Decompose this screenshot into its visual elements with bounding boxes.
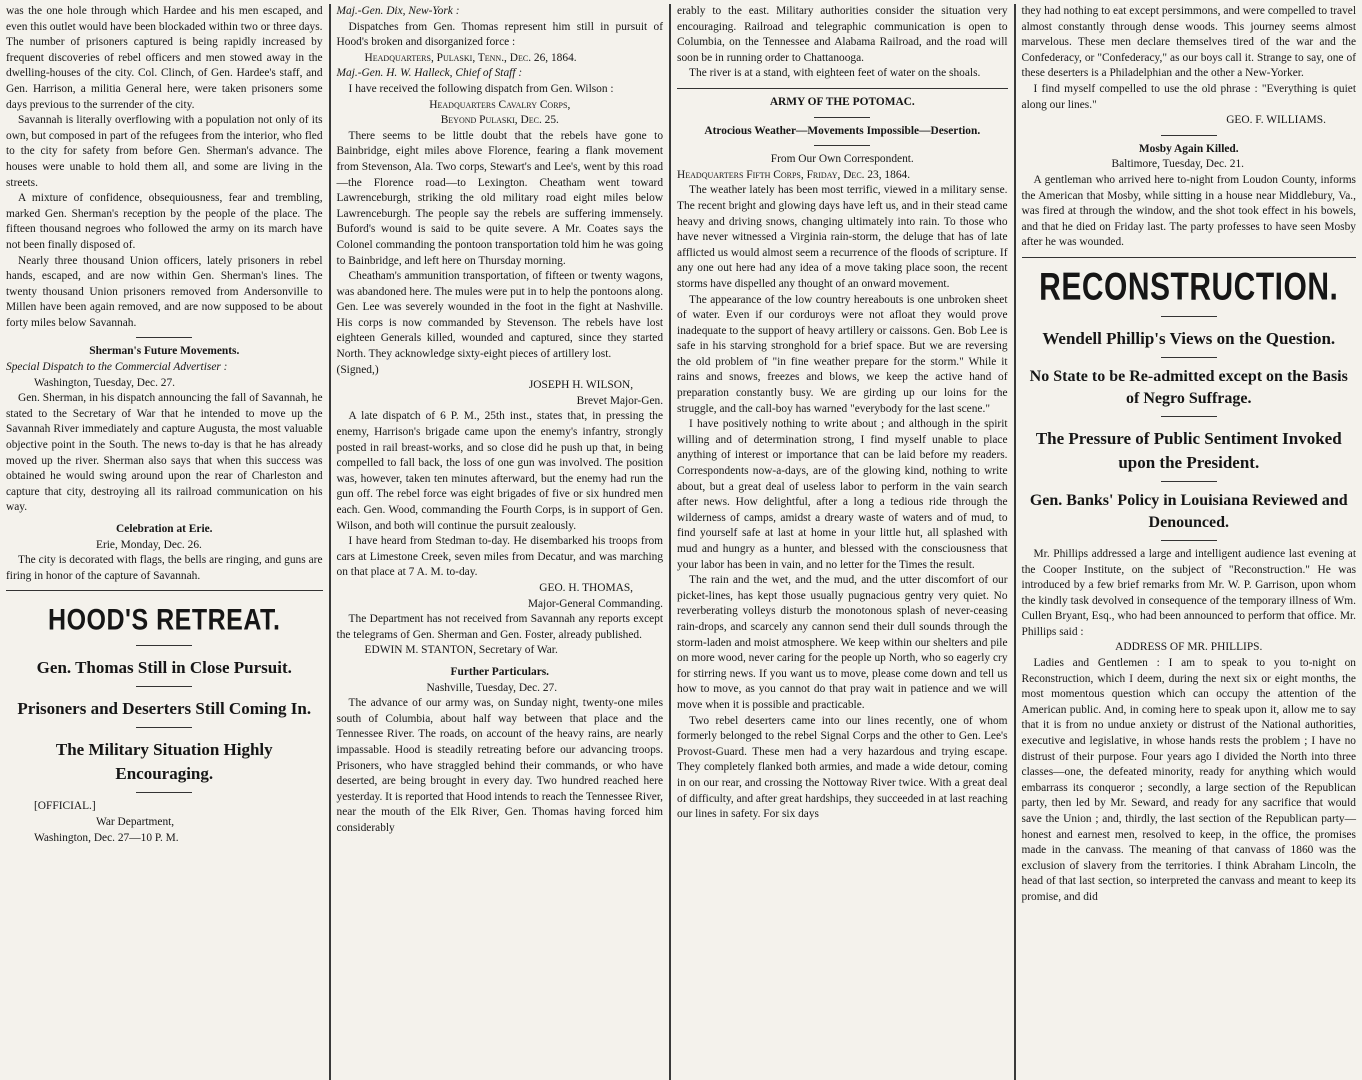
address-line: Maj.-Gen. Dix, New-York : bbox=[336, 5, 460, 17]
divider bbox=[814, 117, 870, 118]
paragraph: The river is at a stand, with eighteen feet of water on the shoals. bbox=[689, 67, 981, 80]
official-label: [OFFICIAL.] bbox=[34, 800, 96, 813]
column-2 bbox=[331, 4, 670, 1080]
divider bbox=[814, 145, 870, 146]
headquarters-line: Beyond Pulaski, Dec. 25. bbox=[440, 114, 559, 127]
headline-hoods-retreat: HOOD'S RETREAT. bbox=[48, 603, 281, 638]
war-department: War Department, bbox=[96, 815, 175, 828]
divider bbox=[677, 88, 1007, 89]
headline-army-potomac: ARMY OF THE POTOMAC. bbox=[769, 95, 915, 108]
paragraph: was the one hole through which Hardee and his men escaped, and even this outlet would have been blockaded within two or three days. The number of prisoners captured is being rapidly increased by frequent discoveries of rebel officers and men stowed away in the dwelling-houses of the city. Col. Clinch, of Gen. Hardee's staff, and Gen. Harrison, a militia General here, were taken prisoners some days previous to the surrender of the city. bbox=[6, 5, 323, 111]
paragraph: I have received the following dispatch from Gen. Wilson : bbox=[348, 82, 614, 95]
dispatch-source: Special Dispatch to the Commercial Advertiser : bbox=[6, 361, 228, 374]
dateline: Washington, Dec. 27—10 P. M. bbox=[34, 831, 179, 844]
paragraph: A gentleman who arrived here to-night from Loudon County, informs the American that Mosby, while sitting in a house near Middlebury, Va., was fired at through the window, and the shot took effect in his bowels, and that he died on Friday last. The party professes to have seen Mosby after he was wounded. bbox=[1021, 173, 1356, 249]
column-1 bbox=[0, 4, 329, 1080]
paragraph: Dispatches from Gen. Thomas represent him still in pursuit of Hood's broken and disorganized force : bbox=[336, 20, 664, 49]
paragraph: The weather lately has been most terrific, viewed in a military sense. The recent bright and glowing days have left us, and in their stead came heavy and driving snows, changing ultimately into rain. To those who have never witnessed a Virginia rain-storm, the deluge that has of late afflicted us would almost seem a recurrence of the floods of scripture. If any one out here had any idea of a move taking place soon, the recent storms have dispelled any thought of an onward movement. bbox=[677, 184, 1008, 290]
deck-public-sentiment: The Pressure of Public Sentiment Invoked upon the President. bbox=[1035, 428, 1342, 472]
divider bbox=[136, 727, 192, 728]
headquarters-line: Headquarters Cavalry Corps, bbox=[429, 98, 571, 111]
paragraph: Cheatham's ammunition transportation, of fifteen or twenty wagons, was abandoned here. The mules were put in to help the pontoons along. Gen. Lee was severely wounded in the foot in the fight at Nashville. His corps is now commanded by Stevenson. The rebels have lost eighteen Generals killed, wounded and captured, since they started North. They acknowledge sixty-eight pieces of artillery lost. bbox=[336, 270, 664, 361]
paragraph: The city is decorated with flags, the bells are ringing, and guns are firing in honor of the capture of Savannah. bbox=[6, 554, 323, 582]
address-line: Maj.-Gen. H. W. Halleck, Chief of Staff : bbox=[336, 67, 523, 80]
dateline: Washington, Tuesday, Dec. 27. bbox=[34, 376, 176, 389]
deck-banks-policy: Gen. Banks' Policy in Louisiana Reviewed and Denounced. bbox=[1029, 491, 1348, 531]
divider bbox=[1161, 135, 1217, 136]
headline-reconstruction: RECONSTRUCTION. bbox=[1039, 265, 1339, 309]
paragraph: A late dispatch of 6 P. M., 25th inst., states that, in pressing the enemy, Harrison's brigade came upon the enemy's infantry, strongly posted in rail breast-works, and so close did he push up that, in being compelled to fall back, the loss of one gun was involved. The position was, however, taken ten minutes afterward, but the enemy had run the gun off. The rebel force was eight brigades of five or six hundred men each. Gen. Wood, commanding the Fourth Corps, is in support of Gen. Wilson, and both will continue the pursuit zealously. bbox=[336, 410, 664, 532]
signature-williams: GEO. F. WILLIAMS. bbox=[1226, 114, 1326, 127]
divider bbox=[1022, 257, 1356, 258]
headquarters-line: Headquarters Fifth Corps, Friday, Dec. 23, 1864. bbox=[677, 168, 911, 181]
divider bbox=[136, 337, 192, 338]
paragraph: Savannah is literally overflowing with a population not only of its own, but composed in part of the refugees from the interior, who fled to the city for safety from before Gen. Sherman's advance. The houses were unable to hold them all, and some are living in the streets. bbox=[6, 114, 323, 189]
paragraph: Two rebel deserters came into our lines recently, one of whom formerly belonged to the rebel Signal Corps and the other to Gen. Lee's Provost-Guard. These men had a very hazardous and trying escape. They completely flanked both armies, and made a wide detour, coming in on our rear, and crossing the Nottoway River twice. With a great deal of difficulty, and after great hardships, they succeeded in at last reaching our lines in safety. For six days bbox=[677, 714, 1008, 821]
paragraph: they had nothing to eat except persimmons, and were compelled to travel almost constantly through dense woods. This journey seems almost marvelous. These men declare themselves tired of the war and the Confederacy, or "Confederacy," as our boys call it. Strange to say, one of these deserters is a Philadelphian and the other a New-Yorker. bbox=[1021, 5, 1356, 80]
deck-negro-suffrage: No State to be Re-admitted except on the Basis of Negro Suffrage. bbox=[1029, 367, 1348, 407]
paragraph: There seems to be little doubt that the rebels have gone to Bainbridge, eight miles above Florence, fearing a flank movement from Stevenson, Ala. Two corps, Stewart's and Lee's, went by this road—the Florence road—to Lexington. Cheatham went toward Lawrenceburgh, striking the old military road eight miles below Lawrenceburgh. The people say the rebels are suffering immensely. Buford's wound is said to be quite severe. A Mr. Coates says the Colonel commanding the pontoon transportation told him he was going to Bainbridge, and left here on Thursday morning. bbox=[336, 129, 664, 267]
paragraph: The Department has not received from Savannah any reports except the telegrams of Gen. Sherman and Gen. Foster, already published. bbox=[336, 613, 664, 641]
paragraph: The appearance of the low country hereabouts is one unbroken sheet of water. Even if our corduroys were not afloat they would prove inadequate to the support of heavy artillery or caissons. Gen. Bob Lee is safe in his starving stronghold for a brief space. But we are reversing the old problem of "in fine weather prepare for the storm." While it rains and snows, freezes and blows, we keep the active hand of preparation constantly busy. We are girding up our loins for the struggle, and the call-boy has warned "everybody for the last scene." bbox=[677, 293, 1008, 415]
subhead-sherman-future: Sherman's Future Movements. bbox=[89, 345, 240, 358]
paragraph: Nearly three thousand Union officers, lately prisoners in rebel hands, escaped, and are now within Gen. Sherman's lines. The twenty thousand Union prisoners removed from Andersonville to Millen have been again removed, and are now supposed to be about forty miles below Savannah. bbox=[6, 254, 323, 329]
paragraph: I have positively nothing to write about ; and although in the spirit willing and of determination strong, I find myself unable to place anything of interest or importance that can be laid before my readers. Correspondents now-a-days, are of the glowing kind, nothing to write about, but a great deal of useless labor to perform in the vain search after news. How delightful, after a long a tedious ride through the wilderness of camps, amidst a dreary waste of waters and of mud, to find yourself safe at last at home in your little hut, all splashed with mud and hungry as a hunter, and blessed with the consciousness that your labor has been in vain, and no letter for the Times the result. bbox=[677, 418, 1008, 571]
divider bbox=[136, 792, 192, 793]
subhead-further: Further Particulars. bbox=[450, 665, 550, 678]
paragraph: Gen. Sherman, in his dispatch announcing the fall of Savannah, he stated to the Secretary of War that he intended to move up the Savannah River immediately and capture Augusta, the most valuable objective point in the South. The news to-day is that he has already moved up the river. Sherman also says that when this success was obtained he would swing around upon the rear of Charleston and capture that city, destroying all its railroad communication on his way. bbox=[6, 392, 323, 514]
divider bbox=[1161, 357, 1217, 358]
column-3 bbox=[671, 4, 1013, 1080]
correspondent-line: From Our Own Correspondent. bbox=[770, 153, 914, 166]
rank-line: Brevet Major-Gen. bbox=[576, 394, 664, 407]
column-4 bbox=[1016, 4, 1362, 1080]
subhead-mosby: Mosby Again Killed. bbox=[1138, 142, 1239, 155]
paragraph: I find myself compelled to use the old phrase : "Everything is quiet along our lines." bbox=[1021, 82, 1356, 111]
paragraph: The rain and the wet, and the mud, and the utter discomfort of our picket-lines, has kept those usually pugnacious gentry very quiet. No reverberating volleys disturb the monotonous splash of never-ceasing rain-drops, and scarcely any cannon send their dull sounds through the storm-laden and moist atmosphere. We keep within our shelters and pile on more wood, never caring for the people up North, who so eagerly cry for stirring news. If you want us to move, please come down and tell us how to move, as you cannot do that pray wait in patience and we will move when it is possible and practicable. bbox=[677, 574, 1008, 711]
paragraph: I have heard from Stedman to-day. He disembarked his troops from cars at Limestone Creek, seven miles from Decatur, and was marching on that place at 7 A. M. to-day. bbox=[336, 535, 664, 579]
deck-phillips-views: Wendell Phillip's Views on the Question. bbox=[1042, 328, 1336, 348]
divider bbox=[136, 645, 192, 646]
subhead-erie: Celebration at Erie. bbox=[116, 523, 213, 535]
signature-stanton: EDWIN M. STANTON, Secretary of War. bbox=[364, 644, 558, 657]
signature-wilson: JOSEPH H. WILSON, bbox=[528, 379, 634, 392]
paragraph: A mixture of confidence, obsequiousness, fear and trembling, marked Gen. Sherman's reception by the people of the place. The fifteen thousand negroes who followed the army on its march have not been finally disposed of. bbox=[6, 192, 323, 251]
signature-thomas: GEO. H. THOMAS, bbox=[539, 581, 634, 594]
dateline: Nashville, Tuesday, Dec. 27. bbox=[426, 681, 558, 694]
deck-thomas-pursuit: Gen. Thomas Still in Close Pursuit. bbox=[36, 658, 292, 678]
headquarters-line: Headquarters, Pulaski, Tenn., Dec. 26, 1864. bbox=[364, 51, 577, 64]
divider bbox=[1161, 416, 1217, 417]
address-heading: ADDRESS OF MR. PHILLIPS. bbox=[1115, 641, 1263, 654]
paragraph: Mr. Phillips addressed a large and intelligent audience last evening at the Cooper Institute, on the subject of "Reconstruction." He was introduced by a few brief remarks from Mr. W. P. Garrison, upon whom the kindly task devolved in consequence of the temporary illness of Wm. Cullen Bryant, Esq., who had been announced to perform that office. Mr. Phillips said : bbox=[1021, 547, 1356, 638]
deck-weather: Atrocious Weather—Movements Impossible—Desertion. bbox=[704, 124, 981, 137]
dateline: Baltimore, Tuesday, Dec. 21. bbox=[1111, 158, 1244, 171]
deck-prisoners: Prisoners and Deserters Still Coming In. bbox=[17, 699, 312, 719]
divider bbox=[136, 686, 192, 687]
signed-label: (Signed,) bbox=[336, 363, 379, 376]
rank-line: Major-General Commanding. bbox=[527, 597, 664, 610]
paragraph: erably to the east. Military authorities consider the situation very encouraging. Railroad and telegraphic communication is open to Columbia, on the Tennessee and Alabama Railroad, and the road will soon be in running order to Chattanooga. bbox=[677, 5, 1008, 64]
dateline: Erie, Monday, Dec. 26. bbox=[96, 538, 202, 551]
paragraph: The advance of our army was, on Sunday night, twenty-one miles south of Columbia, about half way between that place and the Tennessee River. The roads, on account of the heavy rains, are nearly impassable. Hood is steadily retreating before our advancing troops. Prisoners, who have straggled behind their commands, or who have deserted, are being brought in every day. Two hundred reached here yesterday. It is reported that Hood intends to reach the Tennessee River, near the mouth of the Elk River, Gen. Thomas having forced him considerably bbox=[336, 697, 664, 834]
divider bbox=[6, 590, 323, 591]
deck-military-situation: The Military Situation Highly Encouraging. bbox=[55, 740, 273, 784]
divider bbox=[1161, 481, 1217, 482]
divider bbox=[1161, 316, 1217, 317]
paragraph: Ladies and Gentlemen : I am to speak to you to-night on Reconstruction, which I deem, during the next six or eight months, the most momentous question which can occupy the attention of the American public. And, in coming here to speak upon it, allow me to say that it is from no undue anxiety or distrust of the National authorities, executive and legislative, in whose hands rests the problem ; I have no distrust of their purpose. Four years ago I divided the North into three classes—one, the defeated minority, ready for anything which would embarrass its conqueror ; secondly, a large section of the Republican party, then led by Mr. Seward, and ready for any sacrifice that would save the Union ; and, thirdly, the last section of the Republican party—honest and earnest men, resolved to keep, in the office, the promises made in the canvass. The meaning of that canvass of 1860 was the exclusion of slavery from the territories. I think Abraham Lincoln, the head of that last section, so interpreted the canvass and meant to keep its promise, and did bbox=[1021, 657, 1356, 903]
divider bbox=[1161, 540, 1217, 541]
